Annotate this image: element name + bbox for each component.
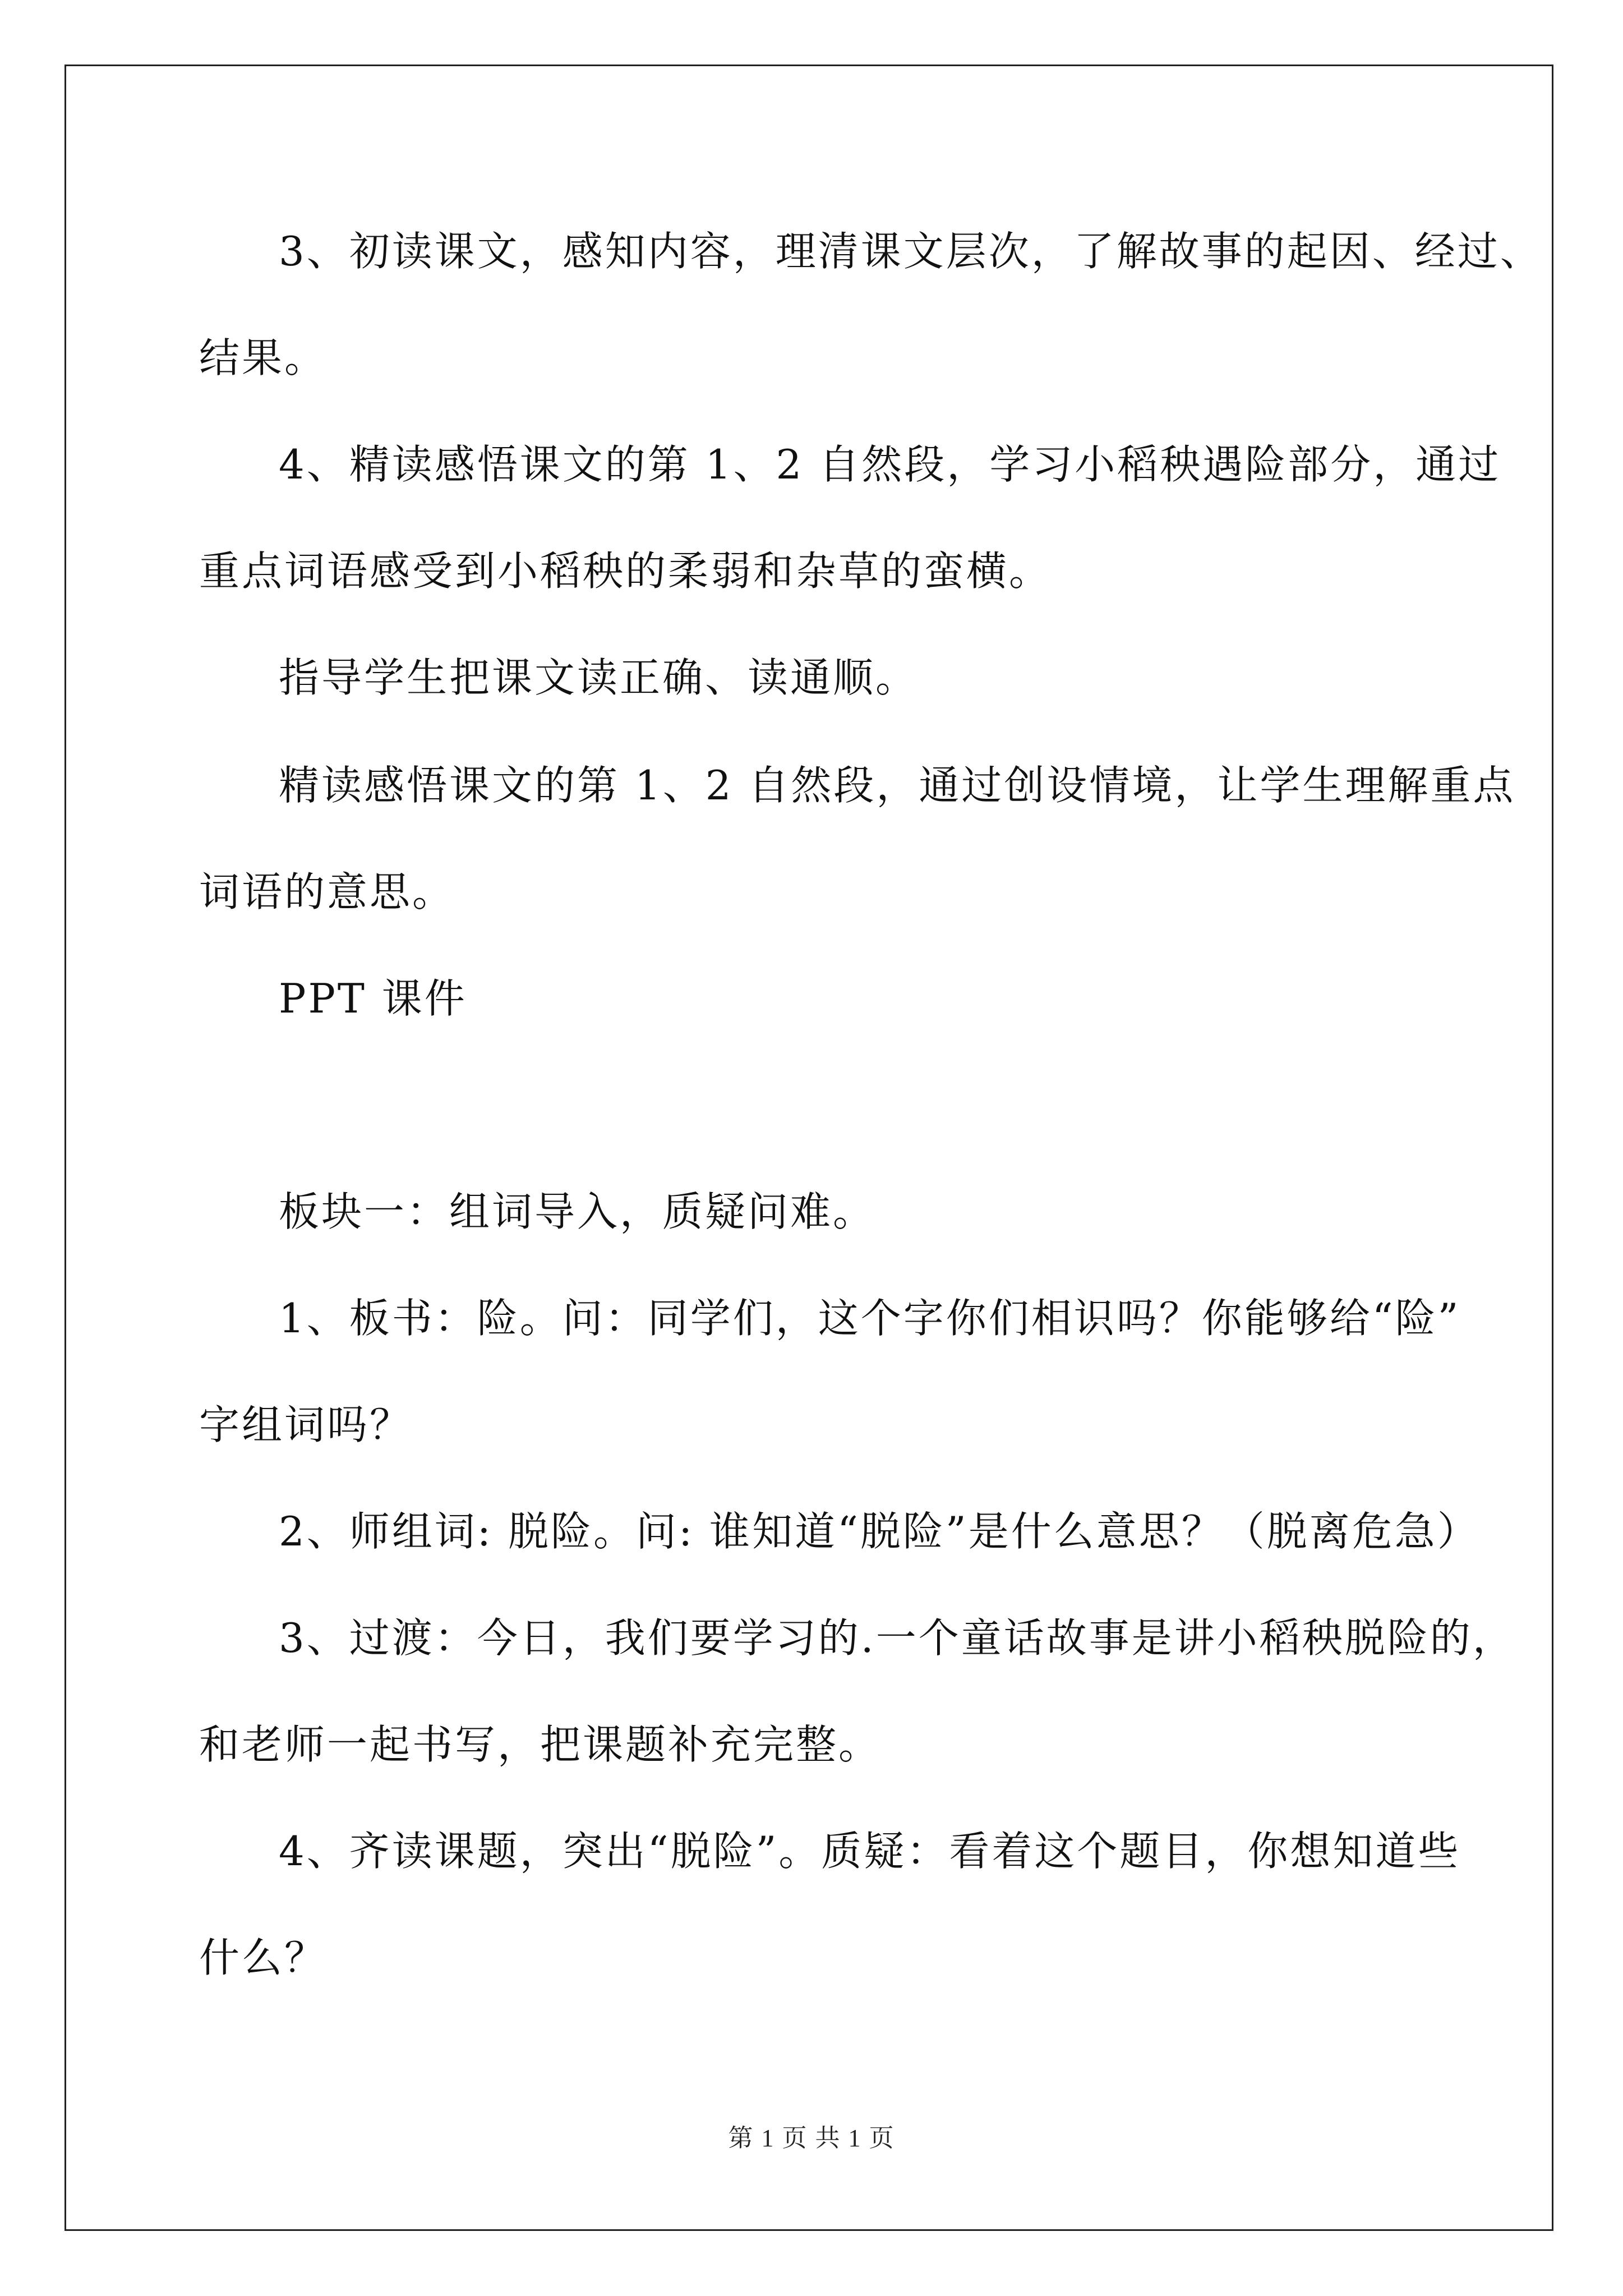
paragraph-line: 3、初读课文，感知内容，理清课文层次，了解故事的起因、经过、	[279, 228, 1543, 275]
paragraph-line: 精读感悟课文的第 1、2 自然段，通过创设情境，让学生理解重点	[279, 762, 1516, 809]
paragraph-line: 3、过渡：今日，我们要学习的.一个童话故事是讲小稻秧脱险的，	[279, 1614, 1515, 1662]
paragraph-line: 重点词语感受到小稻秧的柔弱和杂草的蛮横。	[199, 547, 1052, 595]
paragraph-line: 板块一：组词导入，质疑问难。	[279, 1188, 876, 1235]
paragraph-line: 指导学生把课文读正确、读通顺。	[279, 654, 919, 701]
paragraph-line: 和老师一起书写，把课题补充完整。	[199, 1721, 882, 1768]
paragraph-line: 1、板书：险。问：同学们，这个字你们相识吗？你能够给“险”	[279, 1295, 1461, 1342]
paragraph-line: 4、精读感悟课文的第 1、2 自然段，学习小稻秧遇险部分，通过	[279, 441, 1501, 488]
paragraph-line: 2、师组词: 脱险。问: 谁知道“脱险”是什么意思？（脱离危急）	[279, 1508, 1480, 1555]
paragraph-line: 结果。	[199, 334, 328, 381]
page-number-footer: 第 1 页 共 1 页	[728, 2124, 895, 2152]
paragraph-line: 词语的意思。	[199, 868, 455, 915]
paragraph-line: 字组词吗？	[199, 1401, 413, 1448]
paragraph-line: PPT 课件	[279, 975, 467, 1022]
paragraph-line: 4、齐读课题，突出“脱险”。质疑：看着这个题目，你想知道些	[279, 1828, 1461, 1875]
page-border	[64, 65, 1553, 2231]
paragraph-line: 什么？	[199, 1934, 328, 1981]
